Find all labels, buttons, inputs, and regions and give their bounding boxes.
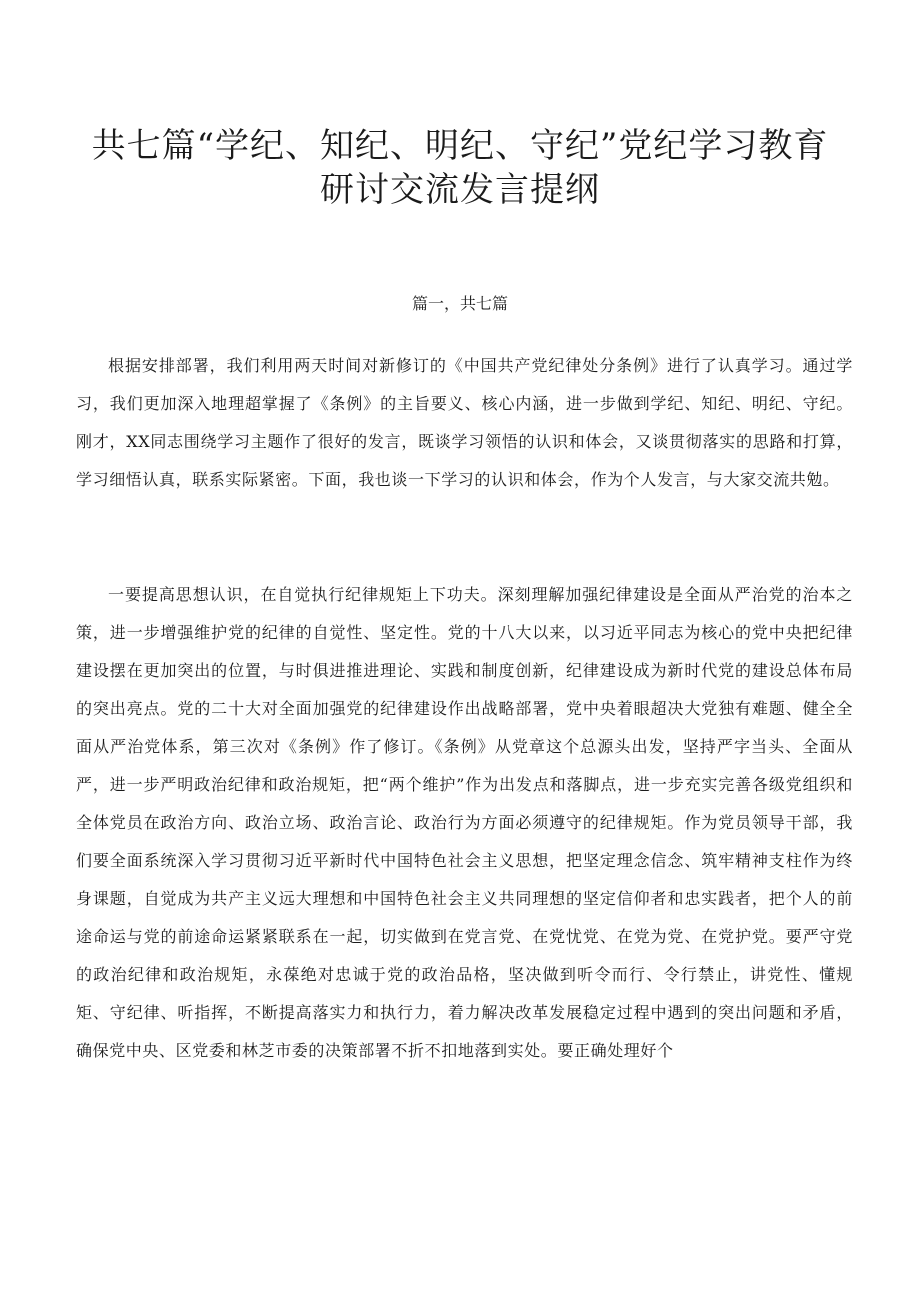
document-title-line-1: 共七篇“学纪、知纪、明纪、守纪”党纪学习教育 [91,126,829,166]
section-heading: 篇一，共七篇 [411,294,508,313]
paragraph: 根据安排部署，我们利用两天时间对新修订的《中国共产党纪律处分条例》进行了认真学习。通过学习，我们更加深入地理超掌握了《条例》的主旨要义、核心内涵，进一步做到学纪、知纪、明纪、守纪。刚才，XX同志围绕学习主题作了很好的发言，既谈学习领悟的认识和体会，又谈贯彻落实的思路和打算，学习细悟认真，联系实际紧密。下面，我也谈一下学习的认识和体会，作为个人发言，与大家交流共勉。 [76,356,853,489]
paragraph: 一要提高思想认识，在自觉执行纪律规矩上下功夫。深刻理解加强纪律建设是全面从严治党的治本之策，进一步增强维护党的纪律的自觉性、坚定性。党的十八大以来，以习近平同志为核心的党中央把纪律建设摆在更加突出的位置，与时俱进推进理论、实践和制度创新，纪律建设成为新时代党的建设总体布局的突出亮点。党的二十大对全面加强党的纪律建设作出战略部署，党中央着眼超决大党独有难题、健全全面从严治党体系，第三次对《条例》作了修订。《条例》从党章这个总源头出发，坚持严字当头、全面从严，进一步严明政治纪律和政治规矩，把“两个维护”作为出发点和落脚点，进一步充实完善各级党组织和全体党员在政治方向、政治立场、政治言论、政治行为方面必须遵守的纪律规矩。作为党员领导干部，我们要全面系统深入学习贯彻习近平新时代中国特色社会主义思想，把坚定理念信念、筑牢精神支柱作为终身课题，自觉成为共产主义远大理想和中国特色社会主义共同理想的坚定信仰者和忠实践者，把个人的前途命运与党的前途命运紧紧联系在一起，切实做到在党言党、在党忧党、在党为党、在党护党。要严守党的政治纪律和政治规矩，永葆绝对忠诚于党的政治品格，坚决做到听令而行、令行禁止，讲党性、懂规矩、守纪律、听指挥，不断提高落实力和执行力，着力解决改革发展稳定过程中遇到的突出问题和矛盾，确保党中央、区党委和林芝市委的决策部署不折不扣地落到实处。要正确处理好个 [76,585,853,1060]
document-title-line-2: 研讨交流发言提纲 [320,170,600,210]
